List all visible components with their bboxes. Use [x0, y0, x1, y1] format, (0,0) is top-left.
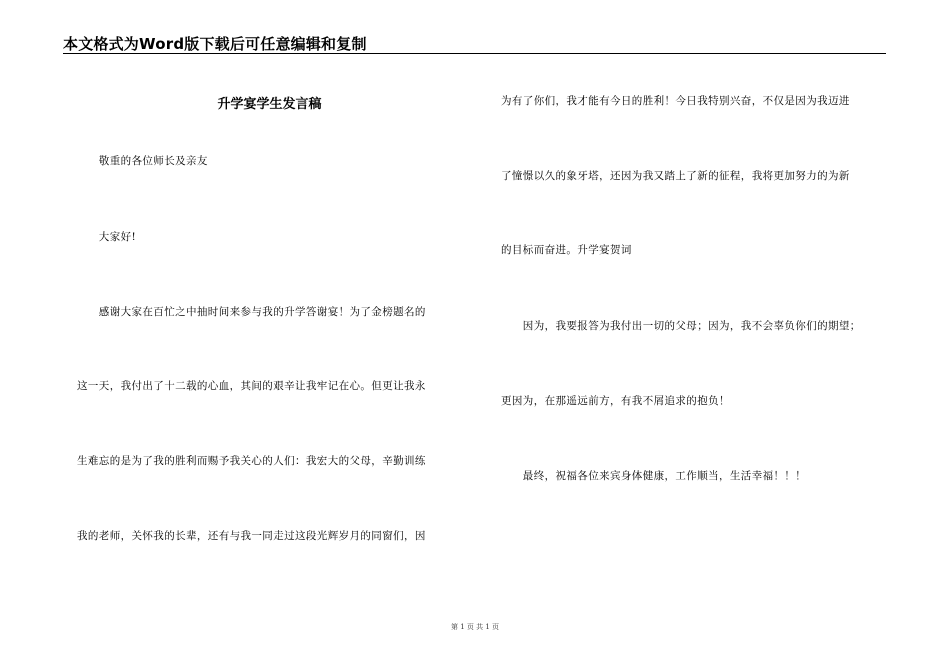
page-number: 第 1 页 共 1 页 [450, 623, 500, 631]
paragraph-line: 更因为，在那遥远前方，有我不屑追求的抱负！ [501, 395, 730, 407]
header-divider [63, 53, 886, 54]
paragraph-line: 我的老师，关怀我的长辈，还有与我一同走过这段光辉岁月的同窗们，因 [77, 530, 426, 542]
paragraph-line: 生难忘的是为了我的胜利而赐予我关心的人们：我宏大的父母，辛勤训练 [77, 455, 426, 467]
paragraph-line: 为有了你们，我才能有今日的胜利！今日我特别兴奋，不仅是因为我迈进 [501, 95, 850, 107]
paragraph-line: 敬重的各位师长及亲友 [77, 155, 208, 167]
paragraph-line: 感谢大家在百忙之中抽时间来参与我的升学答谢宴！为了金榜题名的 [77, 306, 426, 318]
document-title: 升学宴学生发言稿 [217, 97, 322, 112]
document-header: 本文格式为Word版下载后可任意编辑和复制 [63, 35, 367, 53]
paragraph-line: 最终，祝福各位来宾身体健康，工作顺当，生活幸福！！！ [501, 470, 807, 482]
paragraph-line: 了憧憬以久的象牙塔，还因为我又踏上了新的征程，我将更加努力的为新 [501, 170, 850, 182]
paragraph-line: 这一天，我付出了十二载的心血，其间的艰辛让我牢记在心。但更让我永 [77, 380, 426, 392]
paragraph-line: 的目标而奋进。升学宴贺词 [501, 244, 632, 256]
paragraph-line: 因为，我要报答为我付出一切的父母；因为，我不会辜负你们的期望； [501, 320, 861, 332]
paragraph-line: 大家好! [77, 231, 137, 243]
